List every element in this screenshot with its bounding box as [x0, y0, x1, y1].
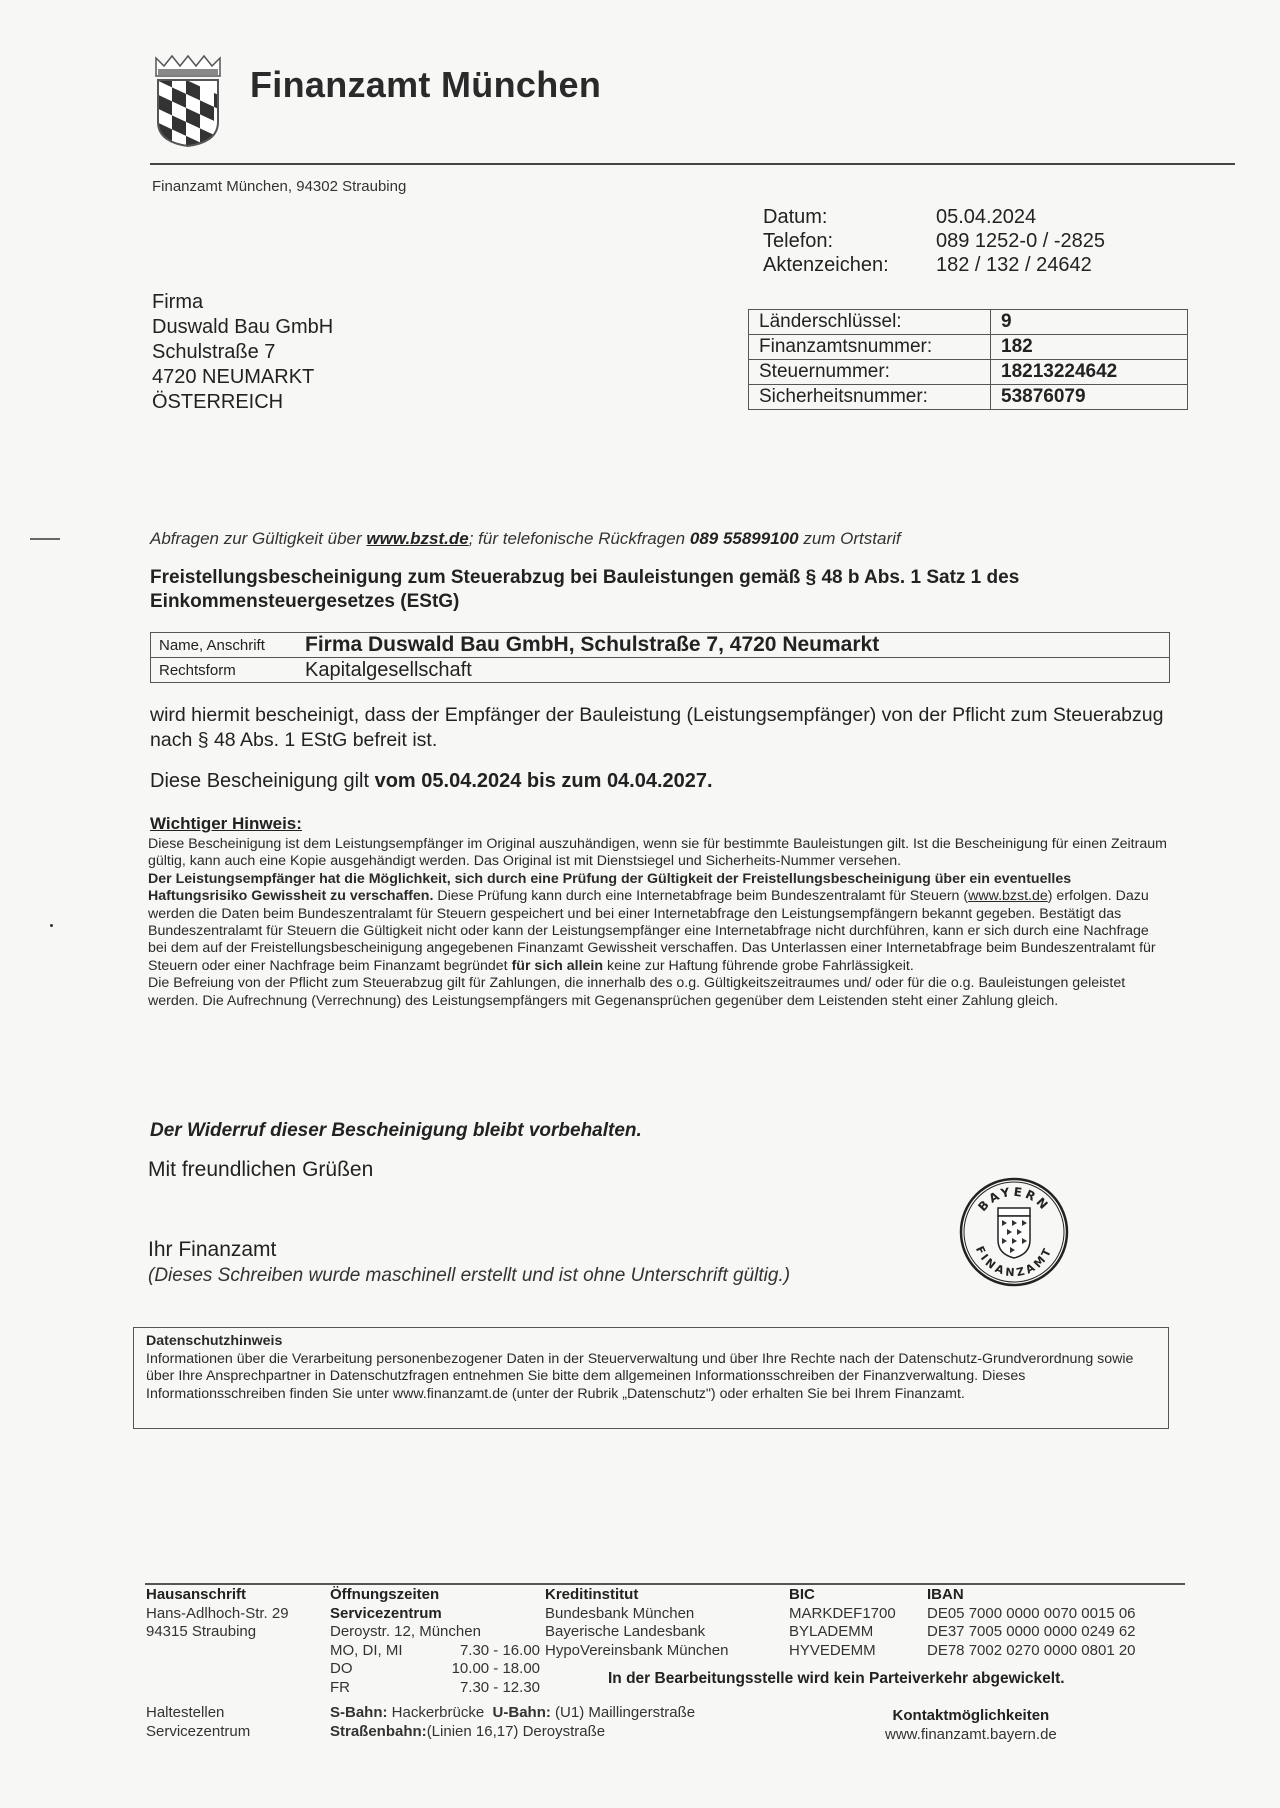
entity-value: Firma Duswald Bau GmbH, Schulstraße 7, 4720 Neumarkt — [297, 633, 1170, 658]
meta-label: Aktenzeichen: — [763, 254, 889, 276]
official-seal-icon — [958, 1176, 1070, 1288]
machine-generated-note: (Dieses Schreiben wurde maschinell erstellt und ist ohne Unterschrift gültig.) — [148, 1265, 791, 1286]
footer-divider — [145, 1583, 1185, 1585]
transit-line-rail — [330, 1703, 695, 1722]
footer-subheading: Servicezentrum — [330, 1604, 442, 1622]
sbahn-label: S-Bahn: — [330, 1704, 388, 1721]
table-row — [749, 335, 1188, 360]
id-value: 18213224642 — [991, 360, 1188, 385]
footer-line: DE05 7000 0000 0070 0015 06 — [927, 1604, 1136, 1622]
certificate-heading: Freistellungsbescheinigung zum Steuerabzug bei Bauleistungen gemäß § 48 b Abs. 1 Satz 1 des Einkommensteuergesetzes (EStG) — [150, 567, 1020, 612]
tax-identifiers-table — [748, 309, 1188, 410]
validity-prefix: Diese Bescheinigung gilt — [150, 770, 375, 792]
meta-row-phone — [763, 229, 1105, 253]
meta-row-reference — [763, 253, 1105, 277]
id-value: 182 — [991, 335, 1188, 360]
hours-row — [330, 1642, 540, 1661]
notice-bold: Der Leistungsempfänger hat die Möglichkeit, sich durch eine Prüfung der Gültigkeit der Freistellungsbescheinigung über ein eventuelles Haftungsrisiko Gewissheit zu verschaffen. — [148, 870, 1072, 905]
validity-period — [150, 770, 713, 793]
meta-label: Telefon: — [763, 230, 834, 252]
seal-top-text: BAYERN — [975, 1184, 1053, 1215]
footer-bic — [789, 1586, 896, 1660]
inquiry-phone: 089 55899100 — [689, 529, 799, 548]
contact-title: Kontaktmöglichkeiten — [892, 1707, 1050, 1724]
hours-time: 10.00 - 18.00 — [451, 1660, 540, 1677]
notice-paragraph: Diese Bescheinigung ist dem Leistungsempfänger im Original auszuhändigen, wenn sie für bestimmte Bauleistungen gilt. Ist die Bescheinigung für einen Zeitraum gültig, kann auch eine Kopie ausgehändigt werden. Das Original ist mit Dienstsiegel und Sicherheits-Nummer versehen. — [148, 836, 1167, 870]
contact-url[interactable]: www.finanzamt.bayern.de — [885, 1726, 1057, 1743]
table-row — [151, 633, 1170, 658]
organization-title: Finanzamt München — [250, 64, 602, 105]
recipient-address — [152, 290, 333, 415]
tram-label: Straßenbahn: — [330, 1723, 427, 1740]
ubahn-stop: (U1) Maillingerstraße — [550, 1704, 696, 1721]
certification-text: wird hiermit bescheinigt, dass der Empfänger der Bauleistung (Leistungsempfänger) von der Pflicht zum Steuerabzug nach § 48 Abs. 1 EStG befreit ist. — [150, 704, 1164, 751]
meta-row-date — [763, 205, 1105, 229]
stops-label — [146, 1703, 250, 1741]
footer-line: HYVEDEMM — [789, 1641, 876, 1659]
notice-bzst-link[interactable]: www.bzst.de — [968, 888, 1048, 905]
meta-value: 089 1252-0 / -2825 — [936, 230, 1106, 252]
tram-stop: (Linien 16,17) Deroystraße — [426, 1723, 606, 1740]
recipient-line: 4720 NEUMARKT — [152, 366, 315, 388]
table-row — [151, 658, 1170, 683]
bavarian-coat-of-arms-icon — [152, 52, 224, 148]
id-value: 9 — [991, 310, 1188, 335]
table-row — [749, 310, 1188, 335]
hours-row — [330, 1660, 540, 1679]
recipient-line: Duswald Bau GmbH — [152, 316, 334, 338]
entity-label: Name, Anschrift — [151, 633, 298, 658]
notice-text: Diese Prüfung kann durch eine Internetabfrage beim Bundeszentralamt für Steuern ( — [433, 888, 969, 905]
inquiry-prefix: Abfragen zur Gültigkeit über — [150, 529, 367, 548]
footer-line: DE37 7005 0000 0000 0249 62 — [927, 1623, 1136, 1640]
sbahn-stop: Hackerbrücke — [387, 1704, 485, 1721]
footer-line: Servicezentrum — [146, 1723, 251, 1740]
footer-heading: BIC — [789, 1586, 815, 1603]
id-label: Steuernummer: — [749, 360, 991, 385]
entity-table — [150, 632, 1170, 683]
footer-heading: Hausanschrift — [146, 1586, 247, 1603]
notice-text: ) erfolgen. Dazu werden die Daten beim Bundeszentralamt für Steuern gespeichert und bei einer Internetabfrage den Leistungsempfängern bekannt gegeben. Bestätigt das Bundeszentralamt für Steuern die Gültigkeit nicht oder kann der Leistungsempfänger eine Internetabfrage nicht durchführen, kann er sich durch eine Nachfrage bei dem auf der Freistellungsbescheinigung angegebenen Finanzamt Gewissheit verschaffen. Das Unterlassen einer Internetabfrage beim Bundeszentralamt für Steuern oder einer Nachfrage beim Finanzamt begründet — [148, 888, 1156, 974]
no-visitors-note: In der Bearbeitungsstelle wird kein Parteiverkehr abgewickelt. — [608, 1670, 1065, 1687]
hours-days: FR — [330, 1678, 350, 1696]
table-row — [749, 360, 1188, 385]
bzst-link[interactable]: www.bzst.de — [366, 529, 469, 548]
footer-heading: IBAN — [927, 1586, 964, 1603]
footer-line: Hans-Adlhoch-Str. 29 — [146, 1604, 289, 1622]
letter-meta — [763, 205, 1105, 277]
sender-line: Finanzamt München, 94302 Straubing — [152, 178, 407, 195]
footer-heading: Öffnungszeiten — [330, 1586, 440, 1603]
id-value: 53876079 — [991, 385, 1188, 410]
important-notice-body — [148, 836, 1168, 1010]
id-label: Sicherheitsnummer: — [749, 385, 991, 410]
notice-paragraph — [148, 871, 1168, 975]
meta-label: Datum: — [763, 206, 828, 228]
entity-value: Kapitalgesellschaft — [297, 658, 1170, 683]
footer-address — [146, 1586, 289, 1642]
id-label: Länderschlüssel: — [749, 310, 991, 335]
header-divider — [150, 163, 1235, 165]
notice-paragraph: Die Befreiung von der Pflicht zum Steuerabzug gilt für Zahlungen, die innerhalb des o.g. Gültigkeitszeitraumes und/ oder für die o.g. Bauleistungen geleistet werden. Die Aufrechnung (Verrechnung) des Leistungsempfängers mit Gegenansprüchen gegenüber dem Leistenden steht einer Zahlung gleich. — [148, 975, 1126, 1009]
transit-line-tram — [330, 1722, 695, 1741]
hours-days: DO — [330, 1660, 353, 1677]
footer-line: BYLADEMM — [789, 1623, 874, 1640]
punch-mark — [50, 924, 53, 927]
entity-label: Rechtsform — [151, 658, 298, 683]
inquiry-suffix: zum Ortstarif — [798, 529, 901, 548]
footer-banks — [545, 1586, 728, 1660]
meta-value: 05.04.2024 — [936, 206, 1037, 228]
footer-line: Bundesbank München — [545, 1604, 695, 1622]
footer-opening-hours — [330, 1586, 540, 1697]
hours-time: 7.30 - 12.30 — [459, 1678, 540, 1696]
hours-days: MO, DI, MI — [330, 1641, 403, 1659]
validity-dates: vom 05.04.2024 bis zum 04.04.2027. — [374, 770, 713, 792]
ubahn-label: U-Bahn: — [492, 1704, 551, 1721]
privacy-title: Datenschutzhinweis — [146, 1333, 283, 1349]
recipient-line: Firma — [152, 291, 204, 313]
hours-time: 7.30 - 16.00 — [459, 1641, 540, 1659]
signoff: Ihr Finanzamt — [148, 1238, 277, 1261]
footer-line: Haltestellen — [146, 1704, 225, 1721]
transit-stops — [330, 1703, 695, 1741]
greeting: Mit freundlichen Grüßen — [148, 1158, 374, 1181]
footer-line: Deroystr. 12, München — [330, 1623, 481, 1640]
footer-line: 94315 Straubing — [146, 1623, 257, 1640]
contact-options — [885, 1706, 1057, 1744]
footer-line: DE78 7002 0270 0000 0801 20 — [927, 1641, 1136, 1659]
recipient-line: Schulstraße 7 — [152, 341, 276, 363]
seal-bottom-text: FINANZAMT — [972, 1244, 1056, 1280]
footer-line: MARKDEF1700 — [789, 1604, 896, 1622]
recipient-line: ÖSTERREICH — [152, 391, 284, 413]
inquiry-middle: ; für telefonische Rückfragen — [468, 529, 690, 548]
revocation-note: Der Widerruf dieser Bescheinigung bleibt vorbehalten. — [150, 1120, 642, 1141]
footer-line: Bayerische Landesbank — [545, 1623, 706, 1640]
validity-inquiry-note — [150, 529, 901, 549]
hours-row — [330, 1679, 540, 1698]
important-notice-title: Wichtiger Hinweis: — [150, 814, 302, 833]
footer-line: HypoVereinsbank München — [545, 1641, 729, 1659]
meta-value: 182 / 132 / 24642 — [936, 254, 1092, 276]
id-label: Finanzamtsnummer: — [749, 335, 991, 360]
privacy-text: Informationen über die Verarbeitung personenbezogener Daten in der Steuerverwaltung und über Ihre Rechte nach der Datenschutz-Grundverordnung sowie über Ihre Ansprechpartner in Datenschutzfragen entnehmen Sie bitte dem allgemeinen Informationsschreiben der Finanzverwaltung. Dieses Informationsschreiben finden Sie unter www.finanzamt.de (unter der Rubrik „Datenschutz") oder erhalten Sie bei Ihrem Finanzamt. — [146, 1350, 1134, 1402]
notice-text: keine zur Haftung führende grobe Fahrlässigkeit. — [603, 957, 914, 974]
privacy-notice-box — [133, 1327, 1169, 1429]
footer-iban — [927, 1586, 1136, 1660]
footer-heading: Kreditinstitut — [545, 1586, 639, 1603]
fold-mark — [30, 538, 60, 540]
notice-bold: für sich allein — [511, 957, 604, 974]
table-row — [749, 385, 1188, 410]
